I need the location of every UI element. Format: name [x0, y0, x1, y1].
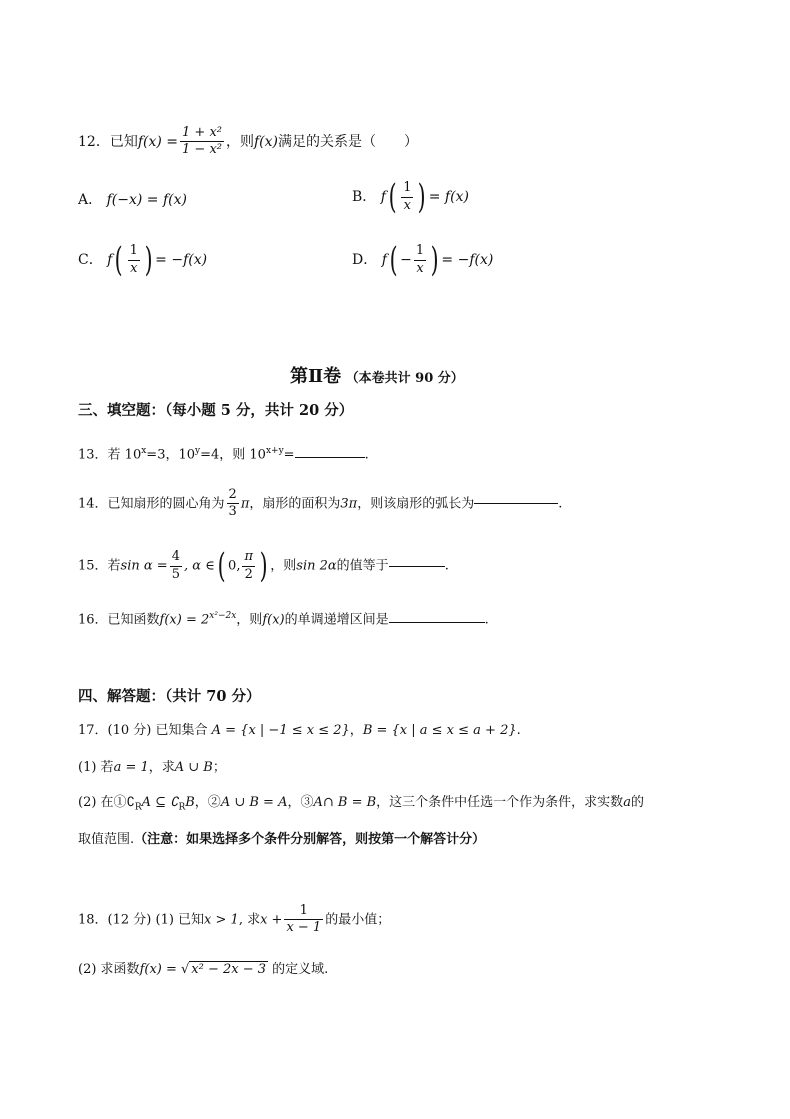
q15-sin: sin α =: [120, 558, 168, 574]
q14-a: 14．已知扇形的圆心角为: [78, 496, 225, 512]
q17-c1-c: B: [185, 795, 195, 810]
q14-pi: π: [240, 496, 250, 512]
q12-option-d: D． f( − $\frac{1}{x}$ ) = −f(x): [352, 240, 494, 280]
q13-end: .: [364, 447, 369, 463]
q16-c: 的单调递增区间是: [284, 612, 389, 628]
q16-fx: f(x) = 2: [159, 612, 210, 628]
q13-sup-y: y: [195, 446, 201, 456]
question-15: 15．若sin α = $\frac{4}{5}$ , α ∈( 0, $\frac{\pi}{2}$ ) ，则sin 2α的值等于 .: [78, 546, 449, 586]
q12-number: 12．已知: [78, 133, 138, 150]
option-d-num: 1: [414, 244, 426, 260]
q18-l2-b: 的定义域.: [272, 962, 329, 977]
option-a-expr: f(−x) = f(x): [106, 192, 187, 208]
option-d-den: x: [416, 260, 424, 276]
q12-option-a: [78, 193, 187, 207]
option-c-post: = −f(x): [155, 252, 208, 268]
q17-set-b: B = {x | a ≤ x ≤ a + 2}: [362, 723, 517, 738]
part-4-heading: 四、解答题：（共计 70 分）: [78, 688, 261, 705]
q18-num: 1: [284, 904, 323, 920]
q17-c2: A ∪ B = A: [220, 795, 288, 810]
q15-a: 15．若: [78, 558, 121, 574]
section-2-subtitle: （本卷共计 90 分）: [345, 371, 464, 386]
q17-complement-1: ∁: [126, 795, 135, 810]
q14-c: ，则该扇形的弧长为: [357, 496, 475, 512]
q14-b: ，扇形的面积为: [249, 496, 341, 512]
q13-a: 13．若 10: [78, 447, 142, 463]
option-d-minus: −: [400, 252, 412, 268]
q17-l3-b: ，②: [194, 795, 221, 810]
q17-c3: A∩ B = B: [313, 795, 377, 810]
q13-c: =4，则 10: [200, 447, 266, 463]
q17-set-a: A = {x | −1 ≤ x ≤ 2}: [211, 723, 350, 738]
q14-area: 3π: [340, 496, 358, 512]
q18-radicand: x² − 2x − 3: [191, 962, 267, 977]
option-c-den: x: [130, 260, 138, 276]
q12-tail: ，则: [226, 133, 254, 150]
option-b-f: f: [380, 189, 386, 205]
q16-fx2: f(x): [262, 612, 285, 628]
q16-exp: x²−2x: [209, 611, 237, 621]
q16-end: .: [484, 612, 489, 628]
q16-a: 16．已知函数: [78, 612, 160, 628]
q15-int-den: 2: [244, 566, 253, 582]
question-16: [78, 612, 489, 626]
option-a-label: A．: [78, 192, 103, 208]
q15-num: 4: [170, 550, 182, 566]
q17-c1-sub: R: [134, 802, 142, 813]
q17-l1-a: 17．(10 分) 已知集合: [78, 723, 208, 738]
q17-var-a: a: [623, 795, 631, 810]
q12-frac-den: 1 − x²: [182, 142, 222, 158]
q13-d: =: [283, 447, 295, 463]
q12-frac-num: 1 + x²: [180, 126, 224, 142]
q16-b: ，则: [236, 612, 263, 628]
q15-cond: , α ∈: [183, 558, 215, 574]
q15-int-num: π: [242, 550, 255, 566]
q17-c1-sub2: R: [178, 802, 186, 813]
q15-den: 5: [171, 566, 180, 582]
q18-l1-c: 的最小值；: [325, 912, 391, 928]
option-c-label: C．: [78, 252, 103, 268]
q17-l2-b: ，求: [148, 760, 175, 775]
option-b-label: B．: [352, 189, 377, 205]
option-d-post: = −f(x): [441, 252, 494, 268]
part-3-heading: 三、填空题：（每小题 5 分，共计 20 分）: [78, 402, 354, 419]
q12-option-b: B． f( $\frac{1}{x}$ ) = f(x): [352, 177, 469, 217]
q15-int-a: 0,: [228, 558, 241, 574]
q15-sin2: sin 2α: [296, 558, 337, 574]
section-2-title: 第Ⅱ卷: [290, 366, 342, 387]
q12-fx: f(x) =: [137, 133, 179, 150]
q17-l3-c: ，③: [287, 795, 314, 810]
q13-sup-x: x: [141, 446, 147, 456]
q12-option-c: C． f( $\frac{1}{x}$ ) = −f(x): [78, 240, 208, 280]
q13-b: =3，10: [146, 447, 196, 463]
q14-den: 3: [228, 504, 237, 520]
q15-answer-blank[interactable]: [389, 566, 445, 567]
q17-l2-a: (1) 若: [78, 760, 114, 775]
question-14: [78, 488, 562, 520]
q13-answer-blank[interactable]: [295, 457, 365, 458]
question-12-stem: [78, 126, 418, 158]
q15-c: 的值等于: [336, 558, 389, 574]
q17-a1: a = 1: [113, 760, 149, 775]
q18-l2-a: (2) 求函数: [78, 962, 140, 977]
q17-l3-d: ，这三个条件中任选一个作为条件，求实数: [376, 795, 624, 810]
question-17-line2: [78, 761, 226, 774]
q17-c1-b: A ⊆ ∁: [141, 795, 179, 810]
section-2-header: [290, 368, 464, 386]
q15-b: ，则: [270, 558, 297, 574]
option-b-num: 1: [401, 181, 413, 197]
q14-end: .: [558, 496, 563, 512]
question-13: [78, 447, 369, 461]
question-17-line3: [78, 796, 644, 813]
q14-num: 2: [227, 488, 239, 504]
q17-l3-e: 的: [630, 795, 644, 810]
q13-sup-xy: x+y: [265, 446, 284, 456]
q17-note: （注意：如果选择多个条件分别解答，则按第一个解答计分）: [134, 832, 486, 847]
q17-end: .: [516, 723, 521, 738]
option-b-den: x: [403, 197, 412, 213]
q18-l1-a: 18．(12 分) (1) 已知: [78, 912, 205, 928]
q17-l4-a: 取值范围.: [78, 832, 135, 847]
option-c-num: 1: [128, 244, 140, 260]
q17-l2-end: ；: [212, 760, 226, 775]
option-c-f: f: [107, 252, 113, 268]
option-b-post: = f(x): [428, 189, 469, 205]
q12-tail2: 满足的关系是（ ）: [278, 133, 419, 150]
q16-answer-blank[interactable]: [389, 622, 485, 623]
question-18-line2: (2) 求函数f(x) = √ x² − 2x − 3 的定义域.: [78, 962, 329, 977]
q18-l1-b: , 求: [238, 912, 261, 928]
q18-fx: f(x) =: [139, 962, 177, 977]
q18-cond: x > 1: [204, 912, 239, 928]
question-17-line4: [78, 833, 485, 846]
q17-aub: A ∪ B: [174, 760, 213, 775]
option-d-label: D．: [352, 252, 378, 268]
q17-sep: ，: [349, 723, 363, 738]
q15-end: .: [444, 558, 449, 574]
q18-expr: x +: [260, 912, 283, 928]
q14-answer-blank[interactable]: [474, 503, 558, 504]
option-d-f: f: [381, 252, 387, 268]
q12-fx-mid: f(x): [254, 133, 279, 150]
q18-den: x − 1: [286, 920, 322, 936]
q12-fraction: [180, 126, 224, 158]
q17-l3-a: (2) 在①: [78, 795, 127, 810]
question-17-line1: [78, 724, 521, 737]
question-18-line1: [78, 904, 390, 936]
